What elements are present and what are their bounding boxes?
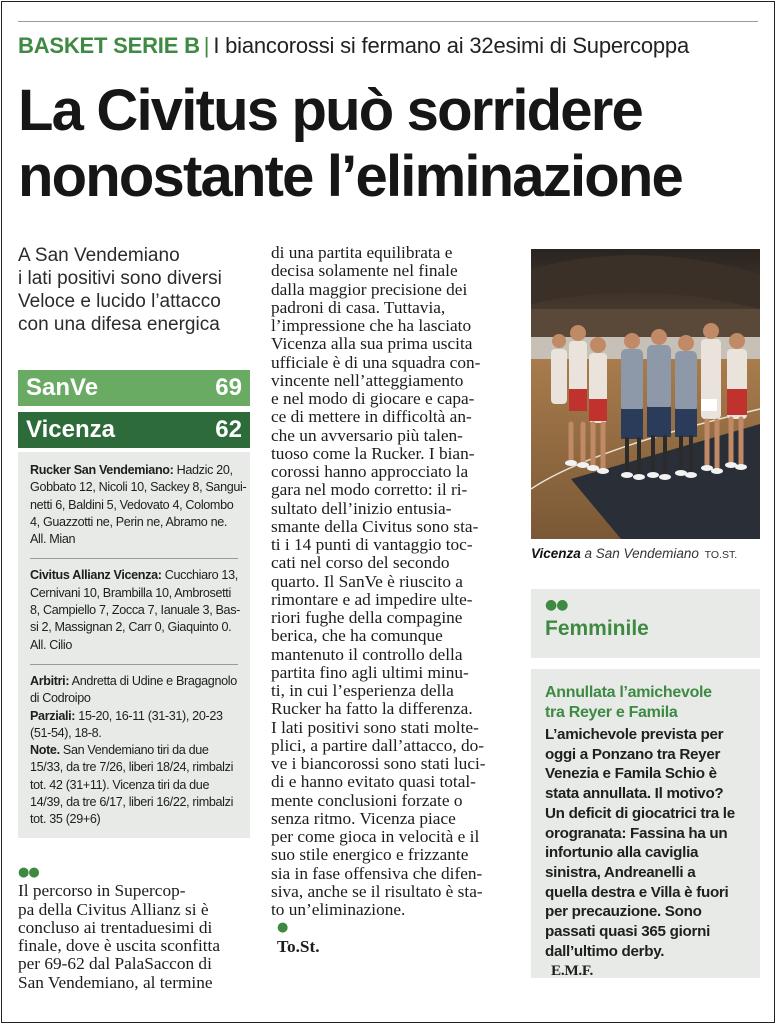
summary-line: con una difesa energica — [18, 314, 220, 335]
article-column-1 — [18, 864, 252, 992]
article-line: sultato dell’inizio entusia- — [271, 498, 452, 518]
top-rule — [18, 21, 758, 22]
quarters-text: 15-20, 16-11 (31-31), 20-23 — [75, 708, 223, 723]
article-line: di e hanno evitato quasi total- — [271, 772, 476, 792]
femminile-label: Femminile — [545, 617, 649, 640]
article-line: per 69-62 dal PalaSaccon di — [18, 954, 212, 974]
news-body-line — [545, 942, 748, 981]
news-body — [545, 725, 748, 981]
article-line: plici, a partire dall’attacco, do- — [271, 735, 485, 755]
headline-line: nonostante l’eliminazione — [18, 144, 682, 209]
away-roster-line: Cucchiaro 13, — [161, 568, 238, 583]
news-body-line: per precauzione. Sono — [545, 903, 702, 921]
bullet-icon: ●● — [18, 865, 39, 880]
team-huddle-photo — [531, 249, 760, 539]
article-line: dalla maggior precisione dei — [271, 279, 468, 299]
article-line: I lati positivi sono stati molte- — [271, 717, 479, 737]
away-roster — [30, 567, 241, 659]
article-line: ce di mettere in difficoltà an- — [271, 407, 472, 427]
article-line: per come gioca in velocità e il — [271, 827, 480, 846]
kicker — [18, 34, 689, 58]
away-roster-line: 8, Campiello 7, Zocca 7, Ianuale 3, Bas- — [30, 603, 241, 618]
news-signature: E.M.F. — [551, 962, 593, 980]
article-line: cati nel corso del secondo — [271, 553, 450, 573]
article-line: rimontare e ad impedire ulte- — [271, 589, 473, 609]
news-body-line: stata annullata. Il motivo? — [545, 785, 724, 803]
article-line: Il percorso in Supercop- — [18, 881, 186, 901]
article-line: Rucker ha fatto la differenza. — [271, 699, 473, 719]
kicker-subtitle: I biancorossi si fermano ai 32esimi di Supercoppa — [213, 33, 689, 58]
news-body-line: quella destra e Villa è fuori — [545, 883, 729, 901]
score-home — [18, 370, 250, 406]
home-roster-line: Hadzic 20, — [173, 463, 233, 477]
home-roster-line: Gobbato 12, Nicoli 10, Sackey 8, Sangui- — [30, 480, 247, 495]
news-body-line: infortunio alla caviglia — [545, 844, 699, 862]
article-line: mente conclusioni forzate o — [271, 790, 463, 810]
article-line: mantenuto il controllo della — [271, 644, 463, 664]
news-title-line: tra Reyer e Famila — [545, 704, 678, 721]
end-bullet-icon: ● — [277, 920, 288, 936]
article-column-2 — [271, 244, 507, 956]
referees-label: Arbitri: — [30, 673, 70, 688]
article-line: corossi hanno approcciato la — [271, 462, 469, 481]
article-line: senza ritmo. Vicenza piace — [271, 808, 456, 828]
article-line: ve i biancorossi sono stati luci- — [271, 754, 486, 773]
news-body-line: Un deficit di giocatrici tra le — [545, 804, 735, 822]
article-line: San Vendemiano, al termine — [18, 972, 213, 992]
summary — [18, 244, 258, 336]
article-line: ufficiale è di una squadra con- — [271, 352, 481, 372]
article-line: ti i 14 punti di vantaggio toc- — [271, 535, 473, 554]
bullet-icon: ●● — [545, 597, 568, 613]
article-line: tuoso come la Rucker. I bian- — [271, 443, 475, 463]
article-line: sia in fase offensiva che difen- — [271, 863, 483, 883]
summary-line: A San Vendemiano — [18, 245, 180, 266]
divider — [30, 558, 238, 559]
article-line: finale, dove è uscita sconfitta — [18, 936, 221, 955]
news-body-line: Venezia e Famila Schio è — [545, 765, 717, 783]
article-line: Vicenza alla sua prima uscita — [271, 334, 473, 354]
divider — [30, 664, 238, 665]
article-line: di una partita equilibrata e — [271, 243, 453, 262]
game-info — [30, 673, 238, 829]
article-line: concluso ai trentaduesimi di — [18, 917, 213, 937]
home-roster-line: netti 6, Baldini 5, Vedovato 4, Colombo — [30, 497, 234, 512]
news-title — [545, 683, 748, 723]
home-roster-line: All. Mian — [30, 532, 76, 547]
news-body-text: dall’ultimo derby. — [545, 942, 665, 960]
home-roster-line: 4, Guazzotti ne, Perin ne, Abramo ne. — [30, 514, 228, 529]
article-line: e nel modo di giocare e capa- — [271, 389, 475, 408]
article-line: padroni di casa. Tuttavia, — [271, 297, 446, 317]
article-line: gara nel modo corretto: il ri- — [271, 480, 468, 500]
article-line: quarto. Il SanVe è riuscito a — [271, 571, 463, 591]
notes-text: tot. 35 (29+6) — [30, 812, 101, 827]
article-line: partita fino agli ultimi minu- — [271, 662, 469, 682]
femminile-header — [531, 589, 760, 658]
away-roster-line: All. Cilio — [30, 637, 72, 652]
box-score — [18, 452, 250, 838]
photo-credit: TO.ST. — [704, 549, 738, 561]
score-points: 62 — [215, 416, 242, 443]
news-brief — [531, 669, 760, 978]
home-roster-label: Rucker San Vendemiano: — [30, 463, 174, 477]
news-body-line: oggi a Ponzano tra Reyer — [545, 745, 721, 763]
news-body-line: L’amichevole prevista per — [545, 726, 724, 743]
score-team: Vicenza — [26, 416, 115, 443]
summary-line: Veloce e lucido l’attacco — [18, 291, 221, 312]
article-line: che un avversario più talen- — [271, 425, 463, 445]
away-roster-label: Civitus Allianz Vicenza: — [30, 568, 162, 583]
notes-text: tot. 42 (31+11). Vicenza tiri da due — [30, 777, 210, 792]
photo-caption — [531, 546, 737, 561]
quarters-text: (51-54), 18-8. — [30, 725, 102, 740]
article-line: berica, che ha comunque — [271, 626, 443, 646]
photo-illustration — [531, 249, 760, 539]
kicker-separator: | — [203, 33, 210, 58]
away-roster-line: si 2, Massignan 2, Carr 0, Giaquinto 0. — [30, 620, 232, 635]
kicker-section: BASKET SERIE B — [18, 33, 200, 58]
news-body-line: orogranata: Fassina ha un — [545, 824, 728, 842]
home-roster — [30, 462, 247, 554]
news-title-line: Annullata l’amichevole — [545, 684, 712, 701]
article-line: riori fughe della compagine — [271, 608, 463, 627]
news-body-line: passati quasi 365 giorni — [545, 923, 710, 941]
headline-line: La Civitus può sorridere — [18, 78, 642, 143]
notes-text: San Vendemiano tiri da due — [59, 743, 209, 758]
notes-text: 14/39, da tre 6/17, liberi 16/22, rimbalzi — [30, 795, 234, 810]
notes-label: Note. — [30, 743, 60, 758]
quarters-label: Parziali: — [30, 708, 76, 723]
headline — [18, 78, 763, 210]
article-line: l’impressione che ha lasciato — [271, 316, 472, 335]
score-points: 69 — [215, 374, 242, 401]
away-roster-line: Cernivani 10, Brambilla 10, Ambrosetti — [30, 585, 231, 600]
score-team: SanVe — [26, 374, 99, 401]
news-body-line: sinistra, Andreanelli a — [545, 863, 696, 881]
summary-line: i lati positivi sono diversi — [18, 268, 222, 289]
article-line: vincente nell’atteggiamento — [271, 370, 464, 390]
article-line-text: to un’eliminazione. — [271, 900, 406, 919]
caption-text: a San Vendemiano — [580, 546, 699, 561]
article-line: siva, anche se il risultato è sta- — [271, 881, 483, 901]
referees-text: di Codroipo — [30, 691, 91, 706]
author-signature: To.St. — [277, 936, 320, 956]
caption-team: Vicenza — [531, 546, 581, 561]
score-away — [18, 412, 250, 448]
article-line: decisa solamente nel finale — [271, 261, 458, 281]
article-line: ti, in cui l’esperienza della — [271, 681, 454, 700]
article-line — [271, 901, 507, 956]
article-line: pa della Civitus Allianz si è — [18, 899, 209, 919]
article-line: smante della Civitus sono sta- — [271, 516, 479, 536]
referees-text: Andretta di Udine e Bragagnolo — [69, 673, 237, 688]
article-line: suo stile energico e frizzante — [271, 845, 469, 865]
notes-text: 15/33, da tre 7/26, liberi 18/24, rimbalzi — [30, 760, 234, 775]
